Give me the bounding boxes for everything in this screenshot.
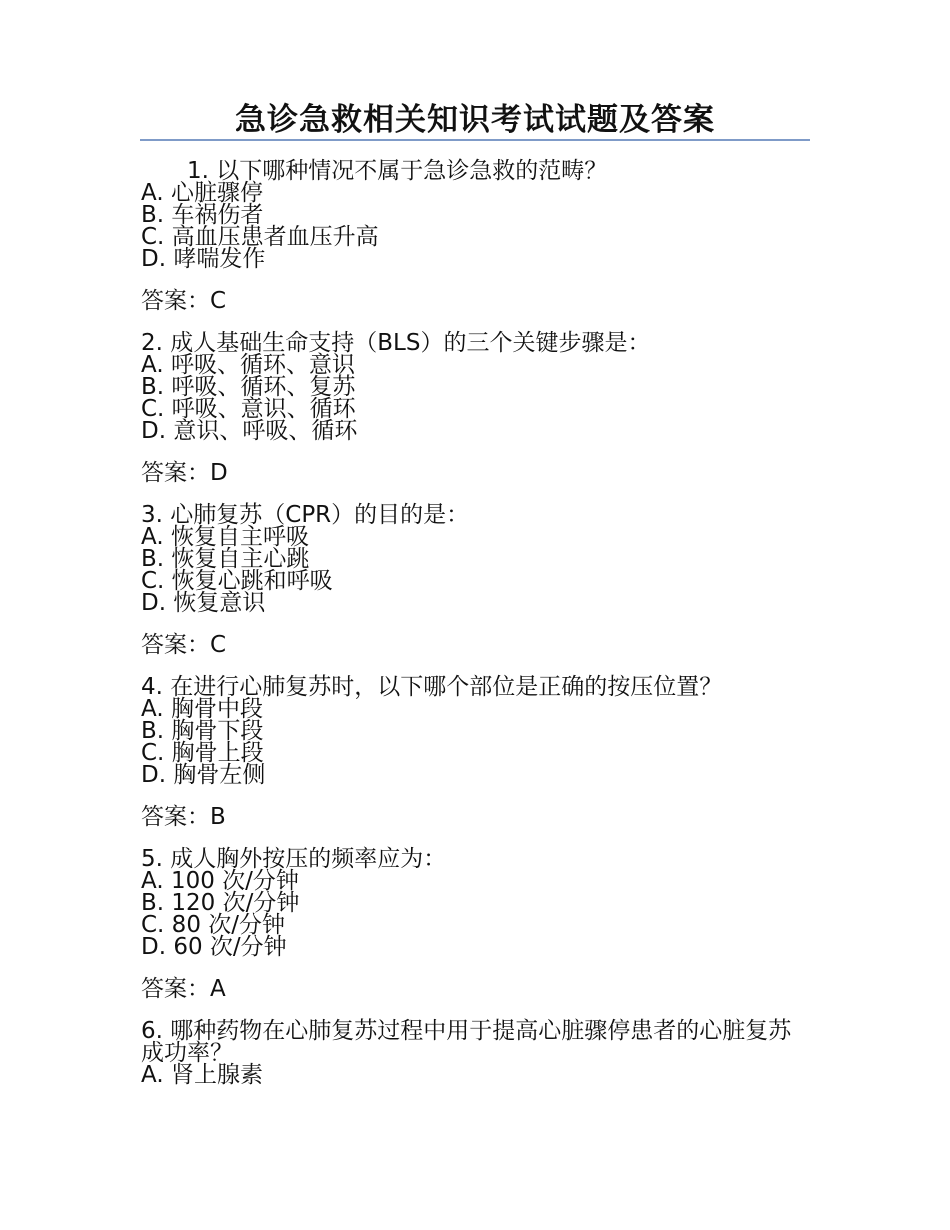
option-b: B. 呼吸、循环、复苏 bbox=[141, 374, 356, 400]
question-1 bbox=[141, 160, 811, 312]
question-stem: 5. 成人胸外按压的频率应为： bbox=[141, 846, 447, 872]
question-4 bbox=[141, 676, 811, 828]
option-c: C. 80 次/分钟 bbox=[141, 912, 286, 938]
answer-value: C bbox=[210, 288, 227, 314]
option-b: B. 恢复自主心跳 bbox=[141, 546, 310, 572]
option-b: B. 120 次/分钟 bbox=[141, 890, 300, 916]
question-list bbox=[141, 160, 811, 1086]
option-c: C. 胸骨上段 bbox=[141, 740, 264, 766]
answer-value: C bbox=[210, 632, 227, 658]
option-d: D. 60 次/分钟 bbox=[141, 934, 287, 960]
option-b: B. 车祸伤者 bbox=[141, 202, 264, 228]
answer-line bbox=[141, 290, 811, 312]
option-a: A. 100 次/分钟 bbox=[141, 868, 299, 894]
answer-line bbox=[141, 462, 811, 484]
question-2 bbox=[141, 332, 811, 484]
answer-value: B bbox=[210, 804, 226, 830]
answer-line bbox=[141, 806, 811, 828]
option-a: A. 呼吸、循环、意识 bbox=[141, 352, 355, 378]
question-stem: 1. 以下哪种情况不属于急诊急救的范畴？ bbox=[187, 158, 608, 184]
question-stem: 4. 在进行心肺复苏时，以下哪个部位是正确的按压位置？ bbox=[141, 674, 723, 700]
answer-label: 答案： bbox=[141, 288, 210, 314]
option-d: D. 意识、呼吸、循环 bbox=[141, 418, 358, 444]
answer-line bbox=[141, 634, 811, 656]
option-c: C. 恢复心跳和呼吸 bbox=[141, 568, 333, 594]
question-stem: 6. 哪种药物在心肺复苏过程中用于提高心脏骤停患者的心脏复苏成功率？ bbox=[141, 1018, 792, 1066]
answer-line bbox=[141, 978, 811, 1000]
option-c: C. 呼吸、意识、循环 bbox=[141, 396, 356, 422]
answer-label: 答案： bbox=[141, 632, 210, 658]
option-a: A. 心脏骤停 bbox=[141, 180, 263, 206]
option-a: A. 胸骨中段 bbox=[141, 696, 263, 722]
question-5 bbox=[141, 848, 811, 1000]
option-c: C. 高血压患者血压升高 bbox=[141, 224, 379, 250]
option-d: D. 哮喘发作 bbox=[141, 246, 266, 272]
question-3 bbox=[141, 504, 811, 656]
answer-label: 答案： bbox=[141, 976, 210, 1002]
option-a: A. 恢复自主呼吸 bbox=[141, 524, 309, 550]
option-a: A. 肾上腺素 bbox=[141, 1062, 263, 1088]
document-title: 急诊急救相关知识考试试题及答案 bbox=[235, 102, 715, 138]
answer-label: 答案： bbox=[141, 460, 210, 486]
question-stem: 3. 心肺复苏（CPR）的目的是： bbox=[141, 502, 470, 528]
option-d: D. 恢复意识 bbox=[141, 590, 266, 616]
option-d: D. 胸骨左侧 bbox=[141, 762, 266, 788]
question-6 bbox=[141, 1020, 811, 1086]
answer-label: 答案： bbox=[141, 804, 210, 830]
option-b: B. 胸骨下段 bbox=[141, 718, 264, 744]
answer-value: A bbox=[210, 976, 226, 1002]
question-stem: 2. 成人基础生命支持（BLS）的三个关键步骤是： bbox=[141, 330, 651, 356]
title-underline bbox=[140, 139, 810, 141]
answer-value: D bbox=[210, 460, 228, 486]
